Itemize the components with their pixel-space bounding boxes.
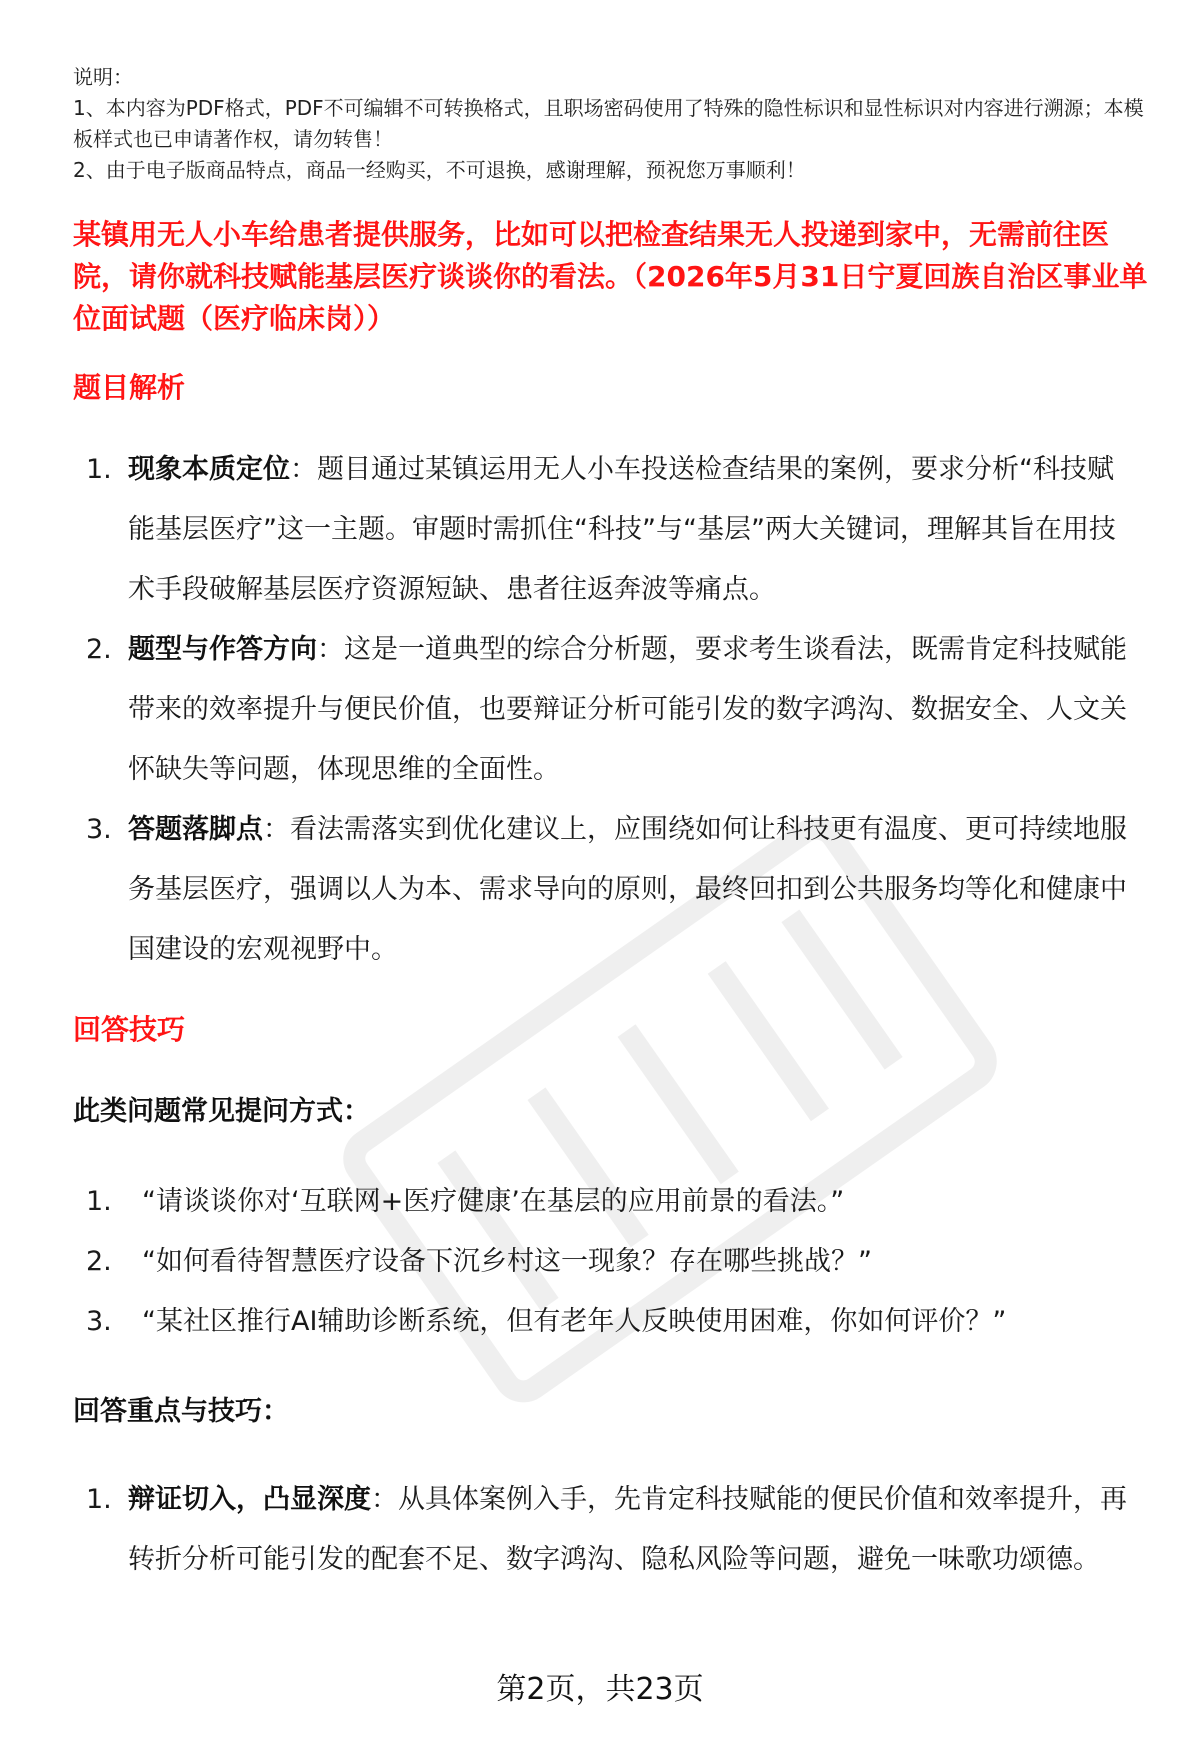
key-points-heading: 回答重点与技巧： [73,1396,289,1427]
item-separator: ： [371,1484,398,1515]
analysis-item [0,620,1200,800]
analysis-heading: 题目解析 [73,371,186,404]
page-number: 第2页，共23页 [496,1672,704,1707]
notice-block [73,62,1163,186]
item-number: 2. [86,1246,112,1277]
item-label: 答题落脚点 [128,814,263,845]
key-points-list [0,1470,1200,1590]
common-questions-heading: 此类问题常见提问方式： [73,1096,370,1127]
item-separator: ： [290,454,317,485]
item-text: 这是一道典型的综合分析题，要求考生谈看法，既需肯定科技赋能带来的效率提升与便民价值，也要辩证分析可能引发的数字鸿沟、数据安全、人文关怀缺失等问题，体现思维的全面性。 [128,634,1127,785]
item-text: “某社区推行AI辅助诊断系统，但有老年人反映使用困难，你如何评价？” [142,1306,1007,1337]
list-item [0,1292,1200,1352]
item-text: “如何看待智慧医疗设备下沉乡村这一现象？存在哪些挑战？” [142,1246,872,1277]
item-separator: ： [317,634,344,665]
analysis-item [0,440,1200,620]
list-item [0,1470,1200,1590]
item-label: 题型与作答方向 [128,634,317,665]
analysis-list [0,440,1200,980]
item-text: 看法需落实到优化建议上，应围绕如何让科技更有温度、更可持续地服务基层医疗，强调以人为本、需求导向的原则，最终回扣到公共服务均等化和健康中国建设的宏观视野中。 [128,814,1127,965]
list-item [0,1232,1200,1292]
item-label: 现象本质定位 [128,454,290,485]
item-label: 辩证切入，凸显深度 [128,1484,371,1515]
list-item [0,1172,1200,1232]
item-number: 3. [86,814,112,845]
notice-line-1: 1、本内容为PDF格式，PDF不可编辑不可转换格式，且职场密码使用了特殊的隐性标识和显性标识对内容进行溯源；本模板样式也已申请著作权，请勿转售！ [73,96,1144,151]
item-number: 1. [86,454,112,485]
question-title: 某镇用无人小车给患者提供服务，比如可以把检查结果无人投递到家中，无需前往医院，请你就科技赋能基层医疗谈谈你的看法。（2026年5月31日宁夏回族自治区事业单位面试题（医疗临床岗）） [73,218,1148,335]
item-text: 从具体案例入手，先肯定科技赋能的便民价值和效率提升，再转折分析可能引发的配套不足、数字鸿沟、隐私风险等问题，避免一味歌功颂德。 [128,1484,1127,1575]
item-number: 2. [86,634,112,665]
notice-title: 说明： [73,65,133,89]
item-number: 1. [86,1186,112,1217]
item-number: 3. [86,1306,112,1337]
analysis-item [0,800,1200,980]
item-text: 题目通过某镇运用无人小车投送检查结果的案例，要求分析“科技赋能基层医疗”这一主题。审题时需抓住“科技”与“基层”两大关键词，理解其旨在用技术手段破解基层医疗资源短缺、患者往返奔波等痛点。 [128,454,1116,605]
common-questions-list [0,1172,1200,1352]
notice-line-2: 2、由于电子版商品特点，商品一经购买，不可退换，感谢理解，预祝您万事顺利！ [73,158,806,182]
tips-heading: 回答技巧 [73,1013,186,1046]
item-text: “请谈谈你对‘互联网+医疗健康’在基层的应用前景的看法。” [142,1186,845,1217]
item-separator: ： [263,814,290,845]
item-number: 1. [86,1484,112,1515]
